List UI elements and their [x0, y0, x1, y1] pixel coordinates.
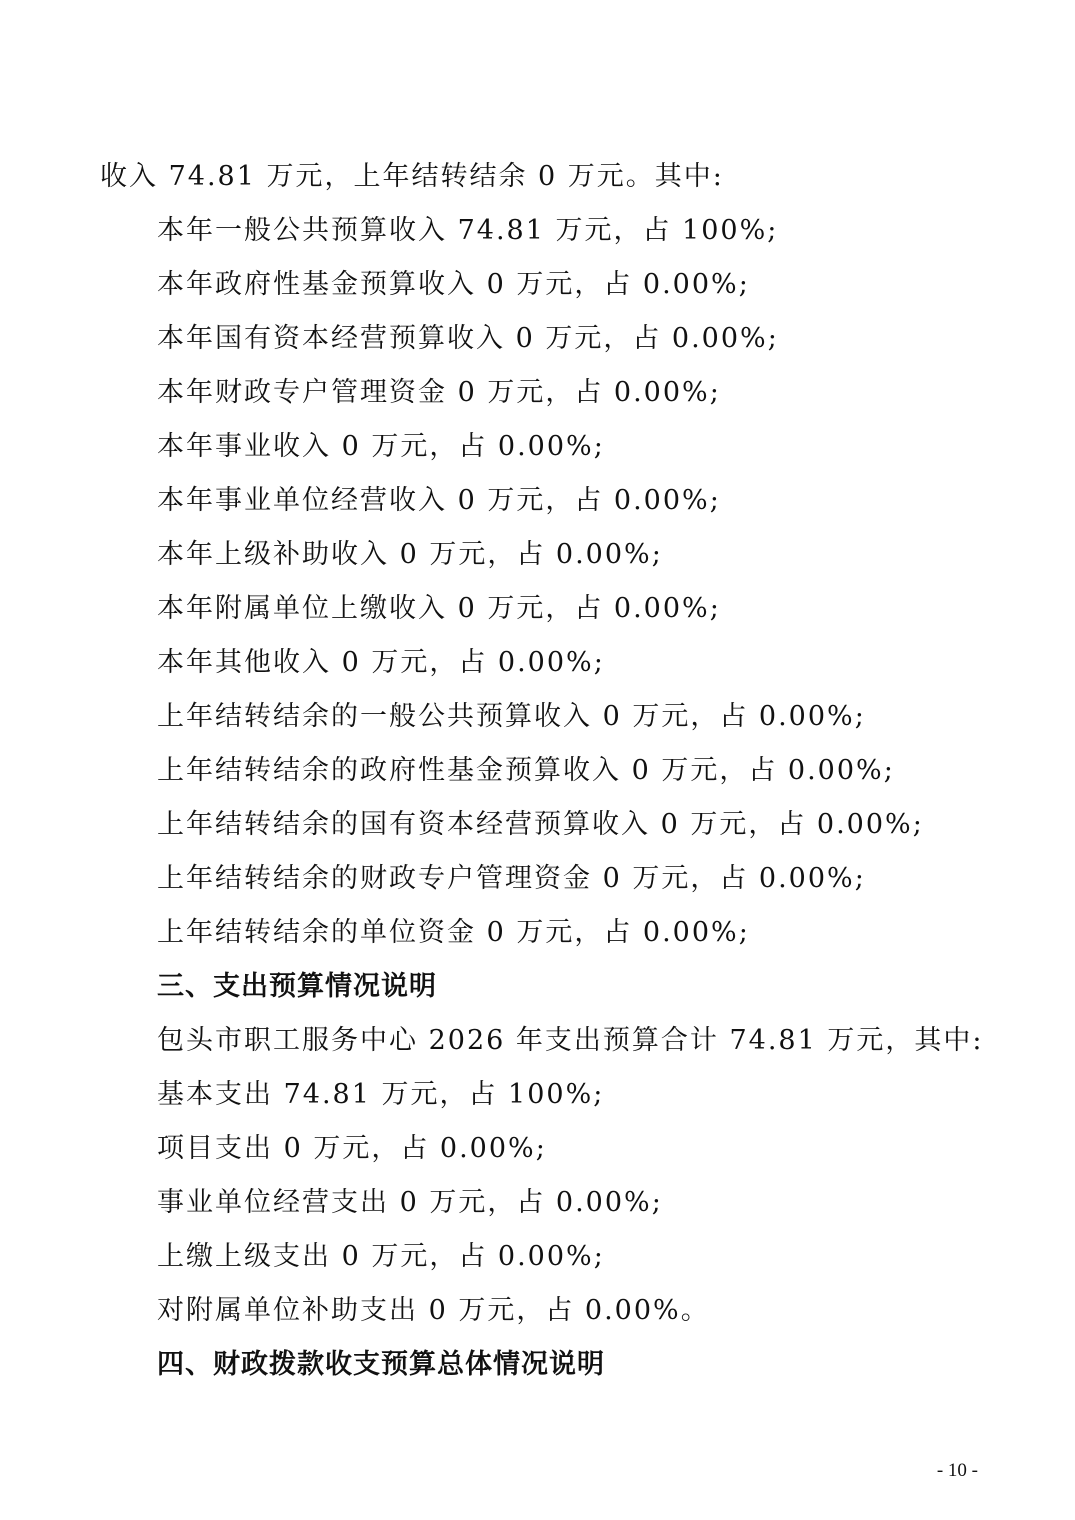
text-line-payment-to-superior: 上缴上级支出 0 万元，占 0.00%; [157, 1241, 605, 1272]
text-line-operating-income: 本年事业单位经营收入 0 万元，占 0.00%; [157, 485, 721, 516]
text-line-state-capital-income: 本年国有资本经营预算收入 0 万元，占 0.00%; [157, 323, 779, 354]
section-heading-expenditure-budget: 三、支出预算情况说明 [157, 971, 437, 1002]
text-line-carryover-government-fund: 上年结转结余的政府性基金预算收入 0 万元，占 0.00%; [157, 755, 895, 786]
text-line-special-account-fund: 本年财政专户管理资金 0 万元，占 0.00%; [157, 377, 721, 408]
text-line-affiliated-unit-income: 本年附属单位上缴收入 0 万元，占 0.00%; [157, 593, 721, 624]
page-number: - 10 - [936, 1460, 978, 1481]
text-line-superior-subsidy-income: 本年上级补助收入 0 万元，占 0.00%; [157, 539, 663, 570]
text-line-operating-expenditure: 事业单位经营支出 0 万元，占 0.00%; [157, 1187, 663, 1218]
text-line-general-budget-income: 本年一般公共预算收入 74.81 万元，占 100%; [157, 215, 779, 246]
text-line-carryover-state-capital: 上年结转结余的国有资本经营预算收入 0 万元，占 0.00%; [157, 809, 924, 840]
text-line-subsidy-to-affiliates: 对附属单位补助支出 0 万元，占 0.00%。 [157, 1295, 710, 1326]
text-line-carryover-unit-funds: 上年结转结余的单位资金 0 万元，占 0.00%; [157, 917, 750, 948]
text-line-expenditure-total: 包头市职工服务中心 2026 年支出预算合计 74.81 万元，其中: [157, 1025, 984, 1056]
text-line-income-total: 收入 74.81 万元，上年结转结余 0 万元。其中: [100, 161, 724, 192]
text-line-other-income: 本年其他收入 0 万元，占 0.00%; [157, 647, 605, 678]
text-line-business-income: 本年事业收入 0 万元，占 0.00%; [157, 431, 605, 462]
text-line-government-fund-income: 本年政府性基金预算收入 0 万元，占 0.00%; [157, 269, 750, 300]
text-line-carryover-general-budget: 上年结转结余的一般公共预算收入 0 万元，占 0.00%; [157, 701, 866, 732]
text-line-basic-expenditure: 基本支出 74.81 万元，占 100%; [157, 1079, 605, 1110]
section-heading-fiscal-appropriation: 四、财政拨款收支预算总体情况说明 [157, 1349, 605, 1380]
text-line-carryover-special-account: 上年结转结余的财政专户管理资金 0 万元，占 0.00%; [157, 863, 866, 894]
text-line-project-expenditure: 项目支出 0 万元，占 0.00%; [157, 1133, 547, 1164]
